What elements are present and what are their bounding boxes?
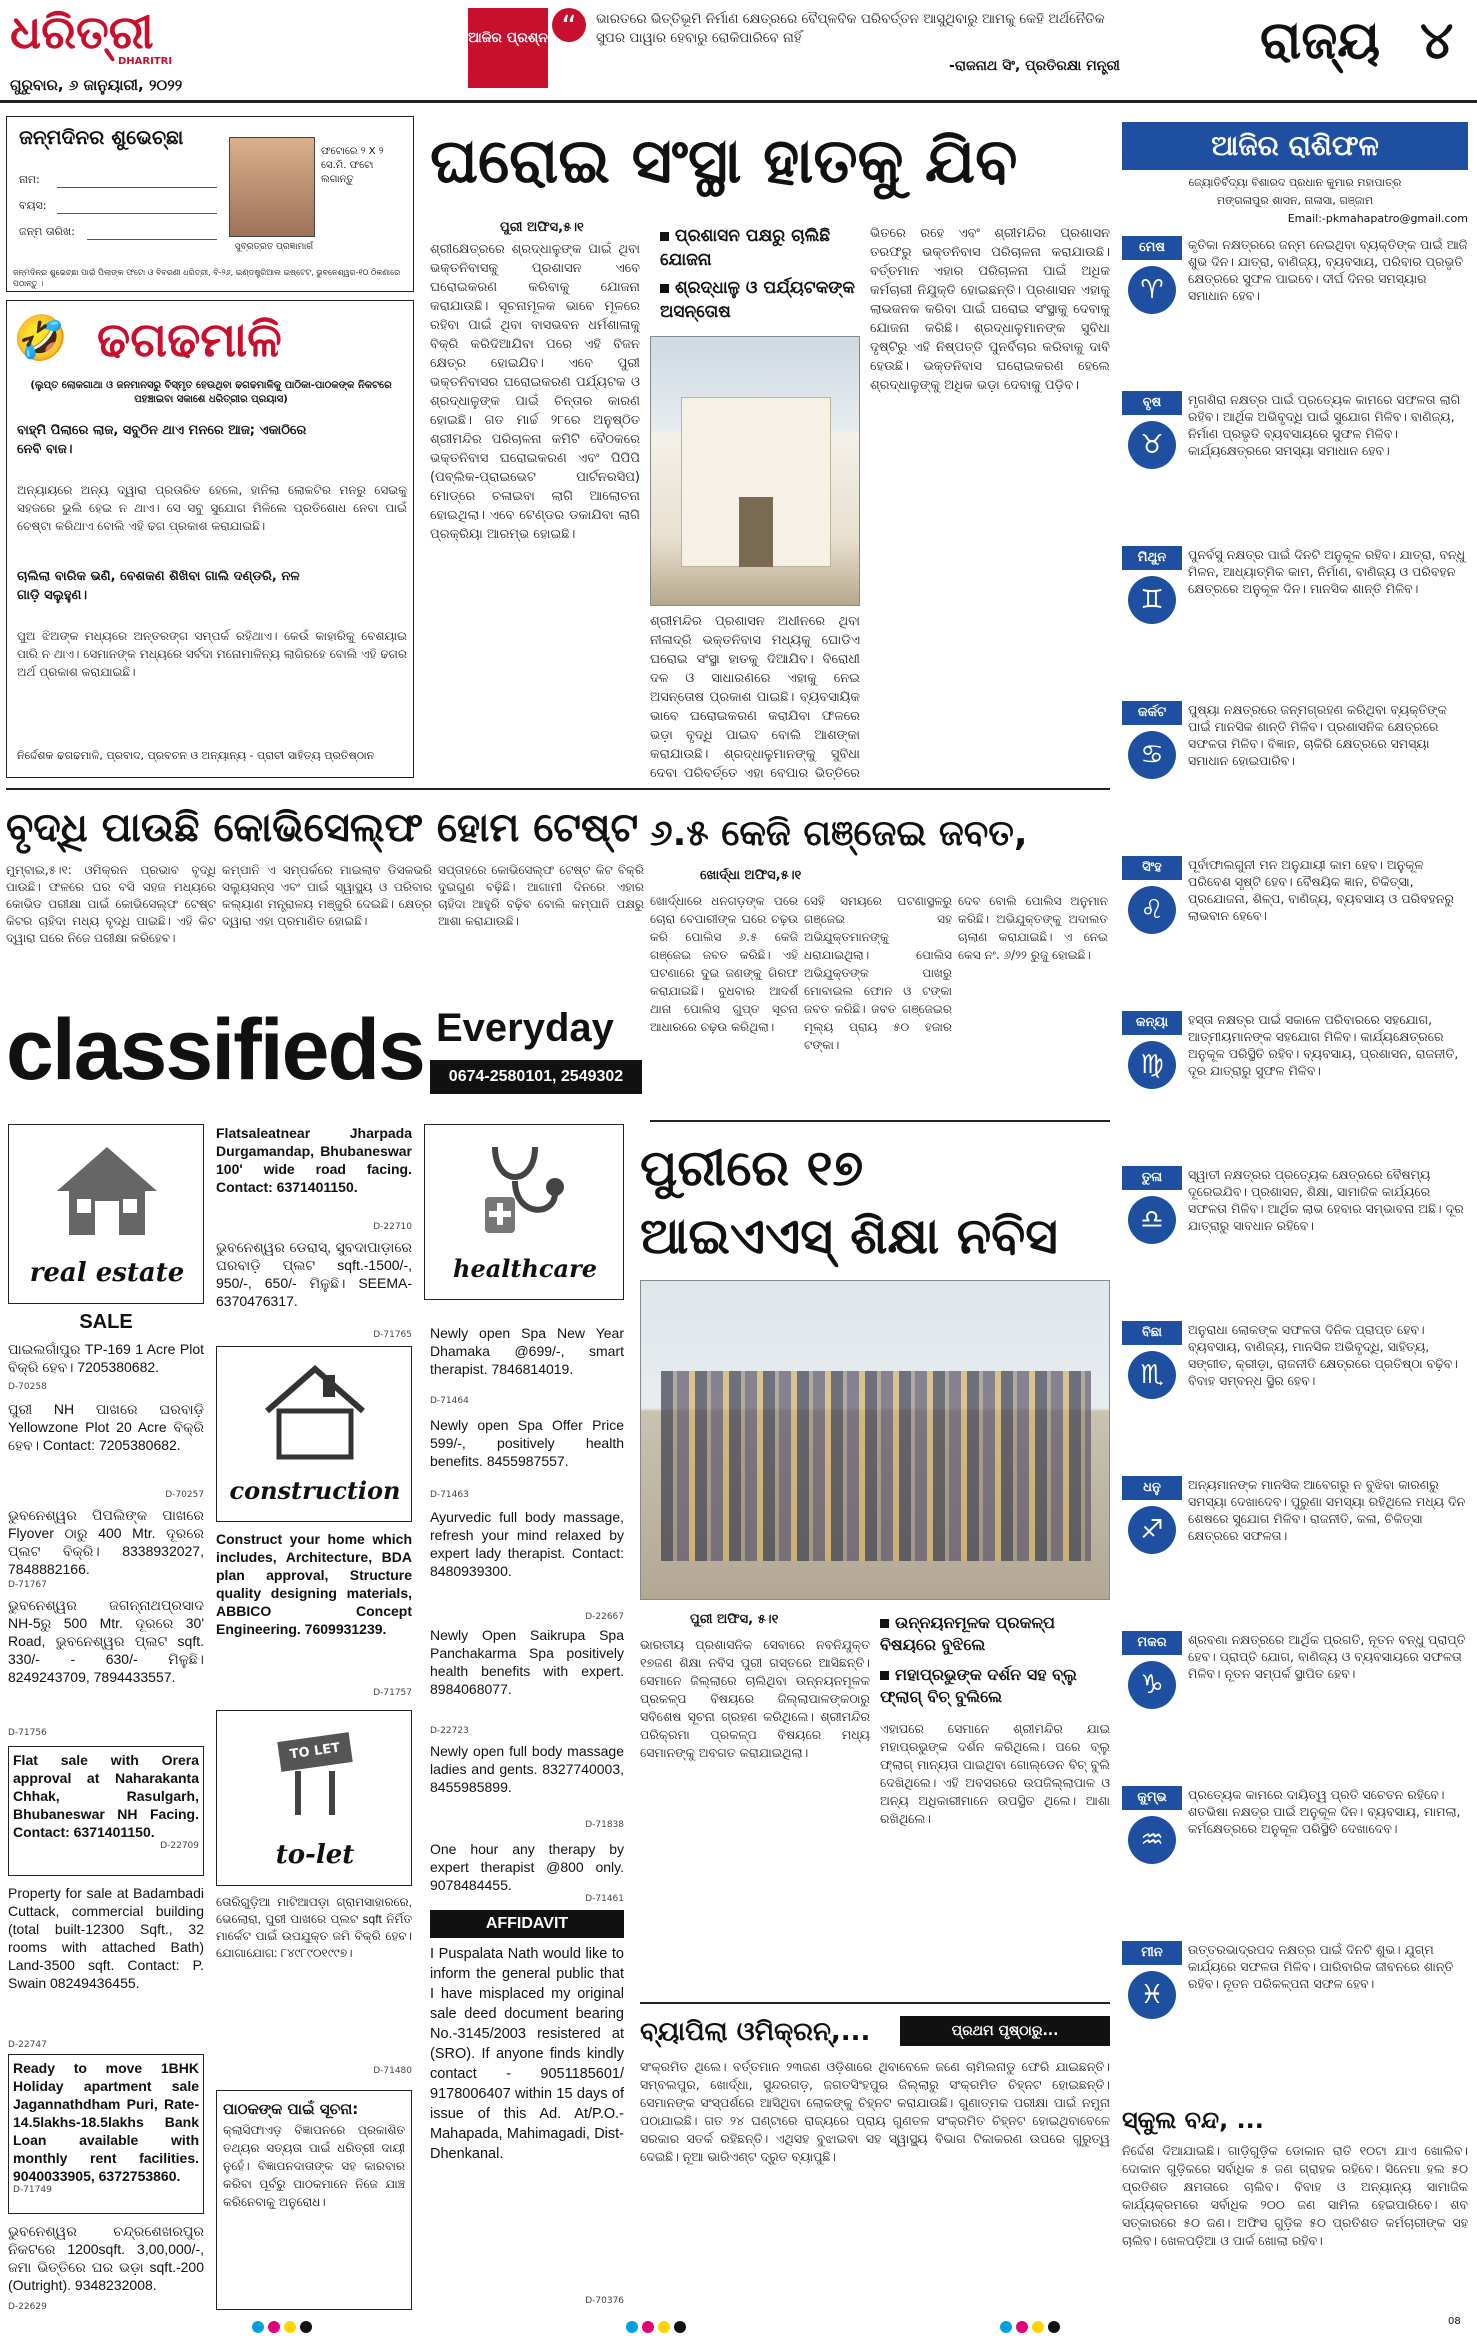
footer-color-marks	[250, 2318, 1250, 2336]
horoscope-address: ମଙ୍ଗଳାପୁର ଶାସନ, ନାଳାସା, ଗଞ୍ଜାମ	[1216, 194, 1374, 207]
sign-name: ସିଂହ	[1122, 856, 1182, 880]
sign-name: ମକର	[1122, 1631, 1182, 1655]
birthday-footer: ଜନ୍ମଦିନର ଶୁଭେଚ୍ଛା ପାଇଁ ପିଲାଙ୍କ ଫଟୋ ଓ ବିବରଣୀ ଧରିତ୍ରୀ, ବି-୨୬, ଇଣ୍ଡଷ୍ଟ୍ରିଆଲ ଇଷ୍ଟେଟ, ଭୁବନେଶ୍ୱର-୧୦ ଠିକଣାରେ ପଠାନ୍ତୁ ।	[13, 268, 401, 288]
healthcare-ad	[424, 1124, 624, 1300]
group-figures	[661, 1371, 1091, 1561]
classifieds-header	[6, 994, 430, 1106]
classified-ad-code: D-22667	[585, 1612, 624, 1622]
classified-ad: ପାଇଲଗାଁପୁର TP-169 1 Acre Plot ବିକ୍ରି ହେବ। 7205380682.	[8, 1341, 204, 1375]
zodiac-icon: ♑	[1128, 1661, 1176, 1709]
sign-name: ତୁଳା	[1122, 1166, 1182, 1190]
horoscope-sign	[1122, 1631, 1468, 1780]
sign-text: ଅନୁରାଧା ଲୋକଙ୍କ ସଫଳତା ଦିନିକ ପ୍ରାପ୍ତ ହେବ। ବ୍ୟବସାୟ, ବାଣିଜ୍ୟ, ମାନସିକ ଅଭିବୃଦ୍ଧି, ସାହିତ୍ୟ, ସଙ୍ଗୀତ, କ୍ରୀଡ଼ା, ରାଜନୀତି କ୍ଷେତ୍ରରେ ପ୍ରତିଷ୍ଠା ବଢ଼ିବ। ବିବାହ ସମ୍ବନ୍ଧ ସ୍ଥିର ହେବ।	[1188, 1322, 1458, 1388]
ias-bullet-2: ମହାପ୍ରଭୁଙ୍କ ଦର୍ଶନ ସହ ବ୍ଲୁ ଫ୍ଲାଗ୍ ବିଚ୍ ବୁଲିଲେ	[880, 1665, 1077, 1706]
sign-name: ମେଷ	[1122, 236, 1182, 260]
classified-ad: ଭୁବନେଶ୍ୱର ଚନ୍ଦ୍ରଶେଖରପୁର ନିକଟରେ 1200sqft. 3,00,000/-, ଜମା ଭିତ୍ତିରେ ଘର ଭଡ଼ା sqft.-200 (Outright). 9348232008.	[8, 2223, 204, 2293]
zodiac-icon: ♎	[1128, 1196, 1176, 1244]
sign-text: ପୁନର୍ବସୁ ନକ୍ଷତ୍ର ପାଇଁ ଦିନଟି ଅନୁକୂଳ ରହିବ। ଯାତ୍ରା, ବନ୍ଧୁ ମିଳନ, ଆଧ୍ୟାତ୍ମିକ କାମ, ନିର୍ମାଣ, ବାଣିଜ୍ୟ ଓ ପରିବହନ କ୍ଷେତ୍ରରେ ଅନୁକୂଳ ଦିନ। ମାନସିକ ଶାନ୍ତି ମିଳିବ।	[1188, 547, 1466, 596]
sign-name: କୁମ୍ଭ	[1122, 1786, 1182, 1810]
masthead-rule	[0, 100, 1477, 103]
construction-ad	[216, 1346, 412, 1522]
classified-ad-code: D-71765	[373, 1330, 412, 1340]
horoscope-author: ଜ୍ୟୋତିର୍ବିଦ୍ୟା ବିଶାରଦ ପ୍ରଧାନ କୁମାର ମହାପାତ୍ର	[1188, 176, 1402, 189]
real-estate-ad	[8, 1124, 204, 1304]
kit-col-3: ସପ୍ତାହରେ କୋଭିସେଲ୍ଫ ଟେଷ୍ଟ କିଟ ବିକ୍ରି ଦୁଇଗୁଣ ବଢ଼ିଛି। ଆଗାମୀ ଦିନରେ ଏହାର ଚାହିଦା ଆହୁରି ବଢ଼ିବ ବୋଲି କମ୍ପାନି ପକ୍ଷରୁ ଆଶା କରାଯାଉଛି।	[438, 863, 644, 928]
horoscope-sign	[1122, 546, 1468, 695]
classified-ad: ଭୁବନେଶ୍ୱର ଜଗନ୍ନାଥପ୍ରସାଦ NH-5ରୁ 500 Mtr. ଦୂରରେ 30' Road, ଭୁବନେଶ୍ୱର ପ୍ଲଟ sqft. 330/- - 630/- ମିଳୁଛି। 8249243709, 7894433557.	[8, 1597, 204, 1685]
classified-ad: Property for sale at Badambadi Cuttack, commercial building (total built-12300 Sqft., 32 rooms with attached Bath) Land-3500 sqft. Contact: P. Swain 08249436455.	[8, 1885, 204, 1991]
sign-name: ଧନୁ	[1122, 1476, 1182, 1500]
classified-ad-code: D-71480	[373, 2066, 412, 2076]
affidavit-label: AFFIDAVIT	[430, 1910, 624, 1938]
birthday-caption: ସୁବ୍ରତ୍ରତ ପ୍ରଜ୍ଞାମାର୍ଗ	[234, 242, 314, 252]
ias-headline-2: ଆଇଏଏସ୍ ଶିକ୍ଷା ନବିସ	[640, 1207, 1058, 1265]
kit-col-2: କମ୍ପାନି ଏ ସମ୍ପର୍କରେ ମାଇଲାବ ଡିସକଭରି ସଲ୍ୟୁସନ୍ସ ଏବଂ ପାଇଁ ସ୍ୱାସ୍ଥ୍ୟ ଓ ପରିବାର କଲ୍ୟାଣ ମନ୍ତ୍ରାଳୟ ମଞ୍ଜୁରି ଦେଇଛି। କ୍ଷେତ୍ର ଦ୍ୱାରା ଏହା ପ୍ରମାଣିତ ହୋଇଛି।	[222, 863, 432, 928]
tolet-label: to-let	[275, 1840, 355, 1870]
classified-ad-code: D-22723	[430, 1726, 469, 1736]
sign-text: କୃତିକା ନକ୍ଷତ୍ରରେ ଜନ୍ମ ନେଇଥିବା ବ୍ୟକ୍ତିଙ୍କ ପାଇଁ ଆଜି ଶୁଭ ଦିନ। ଯାତ୍ରା, ବାଣିଜ୍ୟ, ବ୍ୟବସାୟ, ପରିବାର ପ୍ରଭୃତି କ୍ଷେତ୍ରରେ ସୁଫଳ ପାଇବେ। ଦୀର୍ଘ ଦିନର ସମସ୍ୟାର ସମାଧାନ ହେବ।	[1188, 237, 1468, 303]
sign-text: ପୁଷ୍ୟା ନକ୍ଷତ୍ରରେ ଜନ୍ମଗ୍ରହଣ କରିଥିବା ବ୍ୟକ୍ତିଙ୍କ ପାଇଁ ମାନସିକ ଶାନ୍ତି ମିଳିବ। ପ୍ରଶାସନିକ କ୍ଷେତ୍ରରେ ସଫଳତା ମିଳିବ। ବିଜ୍ଞାନ, ଚାକିରି କ୍ଷେତ୍ରରେ ସମସ୍ୟା ସମାଧାନ ହୋଇପାରିବ।	[1188, 702, 1447, 768]
quote-badge: ଆଜିର ପ୍ରଶ୍ନ	[468, 8, 548, 88]
classified-ad: ତୋରିଗୁଡ଼ିଆ ମାଟିଆପଡ଼ା ଗ୍ରାମସାହାରରେ, ଭେଲୋରା, ପୁରୀ ପାଖରେ ପ୍ଲଟ sqft ନିର୍ମିତ ମାର୍କେଟ ପାଇଁ ଉପଯୁକ୍ତ ଜମି ବିକ୍ରି ହେବ। ଯୋଗାଯୋଗ: ୮୪୯୮୯୦୧୯୯୭।	[216, 1895, 412, 1960]
omicron-tag: ପ୍ରଥମ ପୃଷ୍ଠାରୁ...	[900, 2016, 1110, 2046]
sign-name: ବିଛା	[1122, 1321, 1182, 1345]
sign-text: ଶ୍ରବଣା ନକ୍ଷତ୍ରରେ ଆର୍ଥିକ ପ୍ରଗତି, ନୂତନ ବନ୍ଧୁ ପ୍ରାପ୍ତି ହେବ। ପ୍ରାପ୍ତି ଯୋଗ, ବାଣିଜ୍ୟ ଓ ବ୍ୟବସାୟରେ ସଫଳତା ମିଳିବ। ନୂତନ ସମ୍ପର୍କ ସ୍ଥାପିତ ହେବ।	[1188, 1632, 1466, 1681]
sign-text: ଉତ୍ତରଭାଦ୍ରପଦ ନକ୍ଷତ୍ର ପାଇଁ ଦିନଟି ଶୁଭ। ଯୁଗ୍ମ କାର୍ଯ୍ୟରେ ସଫଳତା ମିଳିବ। ପାରିବାରିକ ଜୀବନରେ ଶାନ୍ତି ରହିବ। ନୂତନ ପରିକଳ୍ପନା ସଫଳ ହେବ।	[1188, 1942, 1454, 1991]
birthday-age-field: ବୟସ:	[19, 199, 47, 212]
building-door	[739, 497, 773, 567]
omicron-text: ସଂକ୍ରମିତ ଥିଲେ। ବର୍ତ୍ତମାନ ୨୩ଜଣ ଓଡ଼ିଶାରେ ଥିବାବେଳେ ଜଣେ ଚାମିଲନାଡୁ ଫେରି ଯାଇଛନ୍ତି। ସମ୍ବଲପୁର, ଖୋର୍ଦ୍ଧା, ସୁନ୍ଦରଗଡ଼, ଜଗତସିଂହପୁର ଜିଲ୍ଲାରୁ ସଂକ୍ରମିତ ଚିହ୍ନଟ ହୋଇଛନ୍ତି। ସେମାନଙ୍କ ସଂସ୍ପର୍ଶରେ ଆସିଥିବା ଲୋକଙ୍କୁ ଚିହ୍ନଟ କରାଯାଉଛି। ଗୁଣାତ୍ମକ ପରୀକ୍ଷା ପାଇଁ ନମୁନା ପଠାଯାଇଛି। ଗତ ୨୪ ଘଣ୍ଟାରେ ରାଜ୍ୟରେ ପ୍ରାୟ ଗୁଣତଳ ସଂକ୍ରମିତ ଚିହ୍ନଟ ହୋଇଥିବାବେଳେ ସରକାର ସତର୍କ ରହିଛନ୍ତି। ଏଥିସହ ବୁଝାଇବା ସହ ସ୍ୱାସ୍ଥ୍ୟ ବିଭାଗ ଟିକାକରଣ ଉପରେ ଗୁରୁତ୍ୱ ଦେଇଛି। ନୂଆ ଭାରିଏଣ୍ଟ ଦ୍ରୁତ ବ୍ୟାପୁଛି।	[640, 2059, 1110, 2164]
classified-ad-code: D-71756	[8, 1728, 47, 1738]
ias-bullet-1: ଉନ୍ନୟନମୂଳକ ପ୍ରକଳ୍ପ ବିଷୟରେ ବୁଝିଲେ	[880, 1613, 1055, 1654]
classified-ad-box: Flat sale with Orera approval at Naharakanta Chhak, Rasulgarh, Bhubaneswar NH Facing. Contact: 6371401150. D-22709	[8, 1746, 204, 1876]
horoscope-email: Email:-pkmahapatro@gmail.com	[1287, 212, 1468, 225]
healthcare-label: healthcare	[453, 1254, 597, 1283]
tolet-sign-icon	[273, 1731, 357, 1817]
horoscope-sign	[1122, 1476, 1468, 1625]
birthday-name-field: ନାମ:	[19, 173, 40, 186]
ganja-col-3: ଦେବ ବୋଲି ପୋଲିସ ଅନୁମାନ କରିଛି। ଅଭିଯୁକ୍ତଙ୍କୁ ଅଦାଲତ ଚାଲାଣ କରାଯାଇଛି। ଏ ନେଇ କେସ ନଂ. ୬/୨୨ ରୁଜୁ ହୋଇଛି।	[958, 894, 1108, 962]
ganja-headline: ୬.୫ କେଜି ଗଞ୍ଜେଇ ଜବତ,	[650, 813, 1028, 854]
horoscope-sign	[1122, 701, 1468, 850]
divider-2	[650, 1120, 1110, 1122]
birthday-photo-note: ଫଟୋରେ ୨ X ୨ ସେ.ମି. ଫଟୋ ଲଗାନ୍ତୁ	[321, 146, 384, 185]
sign-text: ପୂର୍ବାଫାଲଗୁନୀ ମନ ଅନୁଯାୟୀ କାମ ହେବ। ଅନୁକୂଳ ପରିବେଶ ସୃଷ୍ଟି ହେବ। ବୈଷୟିକ ଜ୍ଞାନ, ଚିକିତ୍ସା, ପ୍ରଯୋଜନା, ଶିଳ୍ପ, ବାଣିଜ୍ୟ, ବ୍ୟବସାୟ ଓ ପରିବହନରୁ ଲାଭବାନ ହେବେ।	[1188, 857, 1454, 923]
bullet-icon	[880, 1671, 889, 1680]
date-line: ଗୁରୁବାର, ୬ ଜାନୁୟାରୀ, ୨୦୨୨	[10, 76, 183, 94]
divider-3	[640, 2002, 1110, 2004]
logo	[10, 4, 200, 64]
classified-ad-code: D-22710	[373, 1222, 412, 1232]
tolet-sign-board: TO LET	[277, 1732, 352, 1772]
house-icon	[49, 1141, 165, 1241]
classified-ad-code: D-71463	[430, 1490, 469, 1500]
school-text: ନିର୍ଦ୍ଦେଶ ଦିଆଯାଇଛି। ଗାଡ଼ିଗୁଡ଼ିକ ଡୋକାନ ରାତି ୧୦ଟା ଯାଏ ଖୋଲିବ। ଦୋକାନ ଗୁଡ଼ିକରେ ସର୍ବାଧିକ ୫ ଜଣ ଗ୍ରାହକ ରହିବେ। ସିନେମା ହଲ ୫୦ ପ୍ରତିଶତ କ୍ଷମତାରେ ଚାଲିବ। ବିବାହ ଓ ଅନ୍ୟାନ୍ୟ ସାମାଜିକ କାର୍ଯ୍ୟକ୍ରମରେ ସର୍ବାଧିକ ୨୦୦ ଜଣ ସାମିଲ ହେଇପାରିବେ। ଶବ ସତ୍କାରରେ ୫୦ ଜଣ। ଅଫିସ ଗୁଡ଼ିକ ୫୦ ପ୍ରତିଶତ କର୍ମଚାରୀଙ୍କ ସହ ଚାଲିବ। ଖେଳପଡ଼ିଆ ଓ ପାର୍କ ଖୋଲା ରହିବ।	[1122, 2143, 1468, 2248]
horoscope-sign	[1122, 391, 1468, 540]
stethoscope-icon	[475, 1137, 575, 1237]
classifieds-everyday: Everyday	[436, 1006, 614, 1050]
sale-label: SALE	[79, 1311, 133, 1333]
house-frame-icon	[261, 1361, 369, 1461]
birthday-age-line	[57, 213, 217, 214]
humour-verse-1: ବାହ୍ମି ପିଲାରେ ଲାଜ, ସବୁଠିନ ଥାଏ ମନରେ ଆଜ; ଏକାଠିରେ ନେବି ବାଜ।	[17, 423, 307, 457]
classified-ad: Newly open Spa New Year Dhamaka @699/-, smart therapist. 7846814019.	[430, 1325, 624, 1377]
classified-ad: Ayurvedic full body massage, refresh your mind relaxed by expert lady therapist. Contact: 8480939300.	[430, 1509, 624, 1579]
classified-ad-code: D-70257	[165, 1490, 204, 1500]
classified-ad-code: D-71838	[585, 1820, 624, 1830]
reader-notice	[216, 2090, 412, 2310]
classified-ad: Newly open Spa Offer Price 599/-, positively health benefits. 8455987557.	[430, 1417, 624, 1469]
humour-subtitle: (ଲୁପ୍ତ ଲୋକଗାଥା ଓ ଜନମାନସରୁ ବିସ୍ମୃତ ହେଉଥିବା ଢଗଢମାଳିକୁ ପାଠିକା-ପାଠକଙ୍କ ନିକଟରେ ପହଞ୍ଚାଇବା ସକାଶେ ଧରିତ୍ରୀର ପ୍ରୟାସ)	[30, 380, 392, 405]
ias-dateline: ପୁରୀ ଅଫିସ, ୫।୧	[690, 1612, 779, 1627]
horoscope-sign	[1122, 856, 1468, 1005]
sign-name: ମିଥୁନ	[1122, 546, 1182, 570]
kit-headline: ବୃଦ୍ଧି ପାଉଛି କୋଭିସେଲ୍ଫ ହୋମ ଟେଷ୍ଟ	[6, 805, 639, 851]
classified-ad-box: Ready to move 1BHK Holiday apartment sale Jagannathdham Puri, Rate-14.5lakhs-18.5lakhs Bank Loan available with monthly rent facilities. 9040033905, 6372753860. D-71749	[8, 2054, 204, 2214]
ias-col-1: ଭାରତୀୟ ପ୍ରଶାସନିକ ସେବାରେ ନବନିଯୁକ୍ତ ୧୭ଜଣ ଶିକ୍ଷା ନବିସ ପୁରୀ ଗସ୍ତରେ ଆସିଛନ୍ତି। ସେମାନେ ଜିଲ୍ଲାରେ ଚାଲିଥିବା ଉନ୍ନୟନମୂଳକ ପ୍ରକଳ୍ପ ବିଷୟରେ ଜିଲ୍ଲାପାଳଙ୍କଠାରୁ ସବିଶେଷ ସୂଚନା ଗ୍ରହଣ କରିଥିଲେ। ଶ୍ରୀମନ୍ଦିର ପରିକ୍ରମା ପ୍ରକଳ୍ପ ବିଷୟରେ ମଧ୍ୟ ସେମାନଙ୍କୁ ଅବଗତ କରାଯାଇଥିଲା।	[640, 1637, 870, 1760]
classified-ad-code: D-70258	[8, 1382, 47, 1392]
horoscope-sign	[1122, 236, 1468, 385]
ganja-col-1: ଖୋର୍ଦ୍ଧାରେ ଧନଗଡ଼ଙ୍କ ପରେ ଚୋରା ବେପାରୀଙ୍କ ଘରେ ଚଢ଼ଉ କରି ପୋଲିସ ୬.୫ କେଜି ଗଞ୍ଜେଇ ଜବତ କରିଛି। ଏହି ଘଟଣାରେ ଦୁଇ ଜଣଙ୍କୁ ଗିରଫ କରାଯାଇଛି। ବୁଧବାର ଆଦର୍ଶ ଥାନା ପୋଲିସ ଗୁପ୍ତ ସୂଚନା ଆଧାରରେ ଚଢ଼ଉ କରିଥିଲା।	[650, 894, 798, 1034]
birthday-box	[6, 116, 414, 292]
birthday-photo	[229, 137, 315, 237]
birthday-title: ଜନ୍ମଦିନର ଶୁଭେଚ୍ଛା	[19, 125, 184, 149]
lead-col-1: ଶ୍ରୀକ୍ଷେତ୍ରରେ ଶ୍ରଦ୍ଧାଳୁଙ୍କ ପାଇଁ ଥିବା ଭକ୍ତନିବାସକୁ ପ୍ରଶାସନ ଏବେ ଘରୋଇକରଣ କରିବାକୁ ଯୋଜନା କରାଯାଉଛି। ସୂଚନାମୂଳକ ଭାବେ ମୂଳରେ ରହିବା ପାଇଁ ଥିବା ବାସଭବନ ଧର୍ମଶାଳାକୁ ବିକ୍ରି କରିଦିଆଯିବା ପରେ ଏହି ବିଜନ କ୍ଷେତ୍ର ହୋଇଯିବ। ଏବେ ପୁରୀ ଭକ୍ତନିବାସର ଘରୋଇକରଣ ପର୍ଯ୍ୟଟକ ଓ ଶ୍ରଦ୍ଧାଳୁଙ୍କ ପାଇଁ ଚିନ୍ତାର କାରଣ ହୋଇଛି। ଗତ ମାର୍ଚ୍ଚ ୨୮ରେ ଅନୁଷ୍ଠିତ ଶ୍ରୀମନ୍ଦିର ପରିଚାଳନା କମିଟି ବୈଠକରେ ଭକ୍ତନିବାସ ଘରୋଇକରଣ ଏବଂ ପିପିପି (ପବ୍ଲିକ-ପ୍ରାଇଭେଟ ପାର୍ଟନରସିପ) ମୋଡ୍‌ରେ ଚଳାଇବା ଲାଗି ଆଲୋଚନା ହୋଇଥିଲା। ଏବେ ଟେଣ୍ଡର ଡକାଯିବା ଲାଗି ପ୍ରକ୍ରିୟା ଆରମ୍ଭ ହୋଇଛି।	[430, 242, 640, 542]
zodiac-icon: ♊	[1128, 576, 1176, 624]
classified-ad-code: D-71464	[430, 1396, 469, 1406]
bullet-icon	[660, 232, 669, 241]
classified-ad: Newly Open Saikrupa Spa Panchakarma Spa positively health benefits with expert. 8984068077.	[430, 1627, 624, 1697]
classified-ad: Flatsaleatnear Jharpada Durgamandap, Bhubaneswar 100' wide road facing. Contact: 6371401150.	[216, 1125, 412, 1195]
lead-photo	[650, 336, 860, 606]
horoscope-sign	[1122, 1166, 1468, 1315]
lead-bullet-1: ପ୍ରଶାସନ ପକ୍ଷରୁ ଚାଲିଛି ଯୋଜନା	[660, 226, 831, 270]
tolet-ad	[216, 1710, 412, 1886]
zodiac-icon: ♈	[1128, 266, 1176, 314]
classified-ad-code: D-22629	[8, 2302, 47, 2312]
classified-ad: Newly open full body massage ladies and gents. 8327740003, 8455985899.	[430, 1743, 624, 1795]
classified-ad-code: D-71757	[373, 1688, 412, 1698]
lead-col-2: ଶ୍ରୀମନ୍ଦିର ପ୍ରଶାସନ ଅଧୀନରେ ଥିବା ନୀଳାଦ୍ରି ଭକ୍ତନିବାସ ମଧ୍ୟକୁ ଘୋଡିଏ ଘରୋଇ ସଂସ୍ଥା ହାତକୁ ଦିଆଯିବ। ବିରୋଧୀ ଦଳ ଓ ସାଧାରଣରେ ଏହାକୁ ନେଇ ଅସନ୍ତୋଷ ପ୍ରକାଶ ପାଇଛି। ବ୍ୟବସାୟିକ ଭାବେ ଘରୋଇକରଣ କରାଯିବା ଫଳରେ ଭଡ଼ା ବୃଦ୍ଧି ପାଇବ ବୋଲି ଆଶଙ୍କା କରାଯାଉଛି। ଶ୍ରଦ୍ଧାଳୁମାନଙ୍କୁ ସୁବିଧା ଦେବା ପରିବର୍ତ୍ତେ ଏହା ବେପାର ଭିତ୍ତିରେ	[650, 614, 860, 780]
horoscope-sign	[1122, 1941, 1468, 2090]
humour-para-1: ଅନ୍ୟାୟରେ ଅନ୍ୟ ଦ୍ୱାରା ପ୍ରତାରିତ ହେଲେ, ହାନିଲା ଲୋକଟିର ମନରୁ ସେଇକୁ ସହଜରେ ଭୁଲି ହେଇ ନ ଥାଏ। ସେ ସବୁ ସୁଯୋଗ ମିଳିଲେ ପ୍ରତିଶୋଧ ନେବା ପାଇଁ ଚେଷ୍ଟା କରିଥାଏ ବୋଲି ଏହି ଢଗ ପ୍ରକାଶ କରାଯାଇଛି।	[17, 483, 407, 533]
classified-ad: Construct your home which includes, Architecture, BDA plan approval, Structure quality designing materials, ABBICO Concept Engineering. 7609931239.	[216, 1531, 412, 1637]
ias-col-2: ଏହାପରେ ସେମାନେ ଶ୍ରୀମନ୍ଦିର ଯାଇ ମହାପ୍ରଭୁଙ୍କ ଦର୍ଶନ କରିଥିଲେ। ପରେ ବ୍ଲୁ ଫ୍ଲାଗ୍ ମାନ୍ୟତା ପାଇଥିବା ଗୋଲ୍ଡେନ ବିଚ୍ ବୁଲି ଦେଖିଥିଲେ। ଏହି ଅବସରରେ ଉପଜିଲ୍ଲାପାଳ ଓ ଅନ୍ୟ ଅଧିକାରୀମାନେ ଉପସ୍ଥିତ ଥିଲେ। ଆଶା ରଖିଥିଲେ।	[880, 1721, 1110, 1826]
classified-ad: ଭୁବନେଶ୍ୱର ପିପଲିଙ୍କ ପାଖରେ Flyover ଠାରୁ 400 Mtr. ଦୂରରେ ପ୍ଲଟ ବିକ୍ରି। 8338932027, 7848882166.	[8, 1507, 204, 1577]
logo-text: ଧରିତ୍ରୀ	[10, 5, 154, 59]
sign-name: ମୀନ	[1122, 1941, 1182, 1965]
reader-notice-text: କ୍ଲାସିଫାଏଡ଼ ବିଜ୍ଞାପନରେ ପ୍ରକାଶିତ ତଥ୍ୟର ସତ୍ୟତା ପାଇଁ ଧରିତ୍ରୀ ଦାୟୀ ନୁହେଁ। ବିଜ୍ଞାପନଦାତାଙ୍କ ସହ କାରବାର କରିବା ପୂର୍ବରୁ ପାଠକମାନେ ନିଜେ ଯାଞ୍ଚ କରିନେବାକୁ ଅନୁରୋଧ।	[223, 2123, 405, 2209]
classifieds-phone: 0674-2580101, 2549302	[430, 1060, 642, 1094]
affidavit-text: I Puspalata Nath would like to inform the general public that I have misplaced my original sale deed document bearing No.-3145/2003 resistered at (SRO). If anyone finds kindly contact - 9051185601/ 9178006407 within 15 days of issue of this Ad. At/P.O.-Mahapada, Mahimagadi, Dist-Dhenkanal.	[430, 1946, 624, 2162]
classifieds-title: classifieds	[6, 1002, 424, 1098]
classified-ad: ଭୁବନେଶ୍ୱର ଡେରାସ୍, ସୁବଦାପାଡ଼ାରେ ଘରବାଡ଼ି ପ୍ଲଟ sqft.-1500/-, 950/-, 650/- ମିଳୁଛି। SEEMA- 6370476317.	[216, 1239, 412, 1309]
quote-text: ଭାରତରେ ଭିତ୍ତିଭୂମି ନିର୍ମାଣ କ୍ଷେତ୍ରରେ ବୈପ୍ଳବିକ ପରିବର୍ତ୍ତନ ଆସୁଥିବାରୁ ଆମକୁ କେହି ଅର୍ଥନୈତିକ ସୁପର ପାୱାର ହେବାରୁ ରୋକିପାରିବେ ନାହିଁ	[596, 11, 1105, 46]
ganja-col-2: ସେହି ସମୟରେ ଘଟଣାସ୍ଥଳରୁ ଗଞ୍ଜେଇ ସହ ଅଭିଯୁକ୍ତମାନଙ୍କୁ ଧରାଯାଇଥିଲା। ପୋଲିସ ଅଭିଯୁକ୍ତଙ୍କ ପାଖରୁ ମୋବାଇଲ ଫୋନ ଓ ଟଙ୍କା ଜବତ କରିଛି। ଜବତ ଗଞ୍ଜେଇର ମୂଲ୍ୟ ପ୍ରାୟ ୫୦ ହଜାର ଟଙ୍କା।	[804, 894, 952, 1052]
classified-ad-code: D-22747	[8, 2040, 47, 2050]
quote-mark-icon: “	[552, 8, 586, 42]
quote-author: -ରାଜନାଥ ସିଂ, ପ୍ରତିରକ୍ଷା ମନ୍ତ୍ରୀ	[949, 58, 1120, 74]
zodiac-icon: ♋	[1128, 731, 1176, 779]
birthday-dob-line	[87, 239, 217, 240]
humour-emoji-icon: 🤣	[13, 313, 68, 364]
sign-name: ବୃଷ	[1122, 391, 1182, 415]
classified-ad: One hour any therapy by expert therapist @800 only. 9078484455.	[430, 1841, 624, 1893]
sign-text: ଅନ୍ୟମାନଙ୍କ ମାନସିକ ଆବେଗରୁ ନ ବୁଝିବା କାରଣରୁ ସମସ୍ୟା ଦେଖାଦେବ। ପୁରୁଣା ସମସ୍ୟା ରହିଥିଲେ ମଧ୍ୟ ଦିନ ଶେଷରେ ସୁଯୋଗ ମିଳିବ। ରାଜନୀତି, କଳା, ଚିକିତ୍ସା କ୍ଷେତ୍ରରେ ସଫଳତା।	[1188, 1477, 1466, 1543]
real-estate-label: real estate	[29, 1258, 185, 1288]
birthday-name-line	[57, 187, 217, 188]
humour-box	[6, 300, 414, 778]
masthead	[0, 0, 1477, 100]
page-number: ୪	[1420, 11, 1454, 71]
humour-credit: ନିର୍ଦ୍ଦେଶକ ଢଗଢମାଳି, ପ୍ରବାଦ, ପ୍ରବଚନ ଓ ଅନ୍ୟାନ୍ୟ - ପ୍ରାଚୀ ସାହିତ୍ୟ ପ୍ରତିଷ୍ଠାନ	[17, 749, 375, 762]
zodiac-icon: ♐	[1128, 1506, 1176, 1554]
zodiac-icon: ♍	[1128, 1041, 1176, 1089]
lead-bullet-2: ଶ୍ରଦ୍ଧାଳୁ ଓ ପର୍ଯ୍ୟଟକଙ୍କ ଅସନ୍ତୋଷ	[660, 278, 855, 322]
reader-notice-title: ପାଠକଙ୍କ ପାଇଁ ସୂଚନା:	[223, 2100, 359, 2118]
zodiac-icon: ♏	[1128, 1351, 1176, 1399]
sign-text: ସ୍ୱାତୀ ନକ୍ଷତ୍ରର ପ୍ରତ୍ୟେକ କ୍ଷେତ୍ରରେ ବୈଷମ୍ୟ ଦୂରେଇଯିବ। ପ୍ରଶାସନ, ଶିକ୍ଷା, ସାମାଜିକ କାର୍ଯ୍ୟରେ ସଫଳତା ମିଳିବ। ଆର୍ଥିକ ଲାଭ ହେବାର ସମ୍ଭାବନା ଅଛି। ଦୂର ଯାତ୍ରାରୁ ସାବଧାନ ରହିବେ।	[1188, 1167, 1464, 1233]
birthday-dob-field: ଜନ୍ମ ତାରିଖ:	[19, 225, 75, 238]
zodiac-icon: ♒	[1128, 1816, 1176, 1864]
sign-text: ହସ୍ତା ନକ୍ଷତ୍ର ପାଇଁ ସକାଳେ ପରିବାରରେ ସହଯୋଗ, ଆତ୍ମୀୟମାନଙ୍କ ସହଯୋଗ ମିଳିବ। କାର୍ଯ୍ୟକ୍ଷେତ୍ରରେ ଅନୁକୂଳ ପରିସ୍ଥିତି ରହିବ। ବ୍ୟବସାୟ, ପ୍ରଶାସନ, ରାଜନୀତି, ଦୂର ଯାତ୍ରାରୁ ସୁଫଳ ମିଳିବ।	[1188, 1012, 1459, 1078]
classified-ad: ପୁରୀ NH ପାଖରେ ଘରବାଡ଼ି Yellowzone Plot 20 Acre ବିକ୍ରି ହେବ। Contact: 7205380682.	[8, 1401, 204, 1453]
zodiac-icon: ♓	[1128, 1971, 1176, 2019]
school-headline: ସ୍କୁଲ ବନ୍ଦ, ...	[1122, 2106, 1264, 2134]
humour-verse-2: ଚାଲିଲା ବାରିକ ଭଣି, ବେଶକଣ ଶିଖିବା ଗାଲି ଦଣ୍ଡରି, ନଳ ଗାଡ଼ି ସଲୁହୁଣ।	[17, 569, 300, 603]
bullet-icon	[880, 1619, 889, 1628]
section-label: ରାଜ୍ୟ	[1260, 11, 1381, 71]
sign-text: ମୃଗଶିରା ନକ୍ଷତ୍ର ପାଇଁ ପ୍ରତ୍ୟେକ କାମରେ ସଫଳତା ଲାଗି ରହିବ। ଆର୍ଥିକ ଅଭିବୃଦ୍ଧି ପାଇଁ ସୁଯୋଗ ମିଳିବ। ବାଣିଜ୍ୟ, ନିର୍ମାଣ ପ୍ରଭୃତି ବ୍ୟବସାୟରେ ସୁଫଳ ମିଳିବ। କାର୍ଯ୍ୟକ୍ଷେତ୍ରରେ ସମସ୍ୟା ସମାଧାନ ହେବ।	[1188, 392, 1461, 458]
affidavit-code: D-70376	[585, 2296, 624, 2306]
humour-para-2: ପୁଅ ଝିଅଙ୍କ ମଧ୍ୟରେ ଅନ୍ତରଙ୍ଗ ସମ୍ପର୍କ ରହିଥାଏ। କେଉଁ କାହାରିକୁ ବେଶୟାଇ ପାରି ନ ଥାଏ। ସେମାନଙ୍କ ମଧ୍ୟରେ ସର୍ବଦା ମନୋମାଳିନ୍ୟ ଲାଗିରହେ ବୋଲି ଏହି ଢଗର ଅର୍ଥ ପ୍ରକାଶ କରାଯାଇଛି।	[17, 629, 407, 679]
horoscope-sign	[1122, 1321, 1468, 1470]
ganja-dateline: ଖୋର୍ଦ୍ଧା ଅଫିସ,୫।୧	[700, 868, 802, 883]
bullet-icon	[660, 284, 669, 293]
horoscope-sign	[1122, 1786, 1468, 1935]
divider-1	[6, 788, 1110, 790]
classified-ad-code: D-71767	[8, 1580, 47, 1590]
horoscope-title: ଆଜିର ରାଶିଫଳ	[1122, 122, 1468, 170]
sign-name: କନ୍ୟା	[1122, 1011, 1182, 1035]
zodiac-icon: ♌	[1128, 886, 1176, 934]
ias-photo	[640, 1280, 1110, 1600]
page-code: 08	[1448, 2316, 1461, 2327]
omicron-headline: ବ୍ୟାପିଲା ଓମିକ୍ରନ୍,...	[640, 2017, 871, 2047]
zodiac-icon: ♉	[1128, 421, 1176, 469]
sign-name: କର୍କଟ	[1122, 701, 1182, 725]
lead-headline: ଘରୋଇ ସଂସ୍ଥା ହାତକୁ ଯିବ	[430, 124, 1018, 197]
humour-title: ଢଗଢମାଳି	[97, 312, 282, 368]
logo-sub: DHARITRI	[118, 56, 173, 67]
lead-dateline: ପୁରୀ ଅଫିସ,୫।୧	[500, 220, 584, 235]
kit-col-1: ମୁମ୍ବାଇ,୫।୧: ଓମିକ୍ରନ ପ୍ରଭାବ ବୃଦ୍ଧି ପାଉଛି। ଫଳରେ ଘର ବସି ସହଜ ମଧ୍ୟରେ କୋଭିଡ ପରୀକ୍ଷା ପାଇଁ କୋଭିସେଲ୍ଫ ଟେଷ୍ଟ କିଟର ଚାହିଦା ମଧ୍ୟ ବୃଦ୍ଧି ପାଇଛି। ଏହି କିଟ ଦ୍ୱାରା ଘରେ ନିଜେ ପରୀକ୍ଷା କରିହେବ।	[6, 863, 216, 945]
sign-text: ପ୍ରତ୍ୟେକ କାମରେ ଦାୟିତ୍ୱ ପ୍ରତି ସଚେତନ ରହିବେ। ଶତଭିଷା ନକ୍ଷତ୍ର ପାଇଁ ଅନୁକୂଳ ଦିନ। ବ୍ୟବସାୟ, ମାମଲା, କର୍ମକ୍ଷେତ୍ରରେ ଅନୁକୂଳ ପରିସ୍ଥିତି ଦେଖାଦେବ।	[1188, 1787, 1461, 1836]
ias-headline-1: ପୁରୀରେ ୧୭	[640, 1139, 864, 1197]
classified-ad-code: D-71461	[585, 1894, 624, 1904]
horoscope-sign	[1122, 1011, 1468, 1160]
construction-label: construction	[229, 1476, 401, 1505]
lead-col-3: ଭିତରେ ରହେ ଏବଂ ଶ୍ରୀମନ୍ଦିର ପ୍ରଶାସନ ତରଫରୁ ଭକ୍ତନିବାସ ପରିଚାଳନା କରାଯାଉଛି। ବର୍ତ୍ତମାନ ଏହାର ପରିଚାଳନା ପାଇଁ ଅଧିକ କର୍ମଚାରୀ ନିଯୁକ୍ତି ହୋଇଛନ୍ତି। ପ୍ରଶାସନ ଏହାକୁ ଲାଭଜନକ କରିବା ପାଇଁ ଘରୋଇ ସଂସ୍ଥାକୁ ଦେବାକୁ ଯୋଜନା କରିଛି। ଶ୍ରଦ୍ଧାଳୁମାନଙ୍କ ସୁବିଧା ଦୃଷ୍ଟିରୁ ଏହି ନିଷ୍ପତ୍ତି ପୁନର୍ବିଚାର କରିବାକୁ ଦାବି ହେଉଛି। ଭକ୍ତନିବାସ ଘରୋଇକରଣ ହେଲେ ଶ୍ରଦ୍ଧାଳୁଙ୍କୁ ଅଧିକ ଭଡ଼ା ଦେବାକୁ ପଡ଼ିବ।	[870, 226, 1110, 393]
